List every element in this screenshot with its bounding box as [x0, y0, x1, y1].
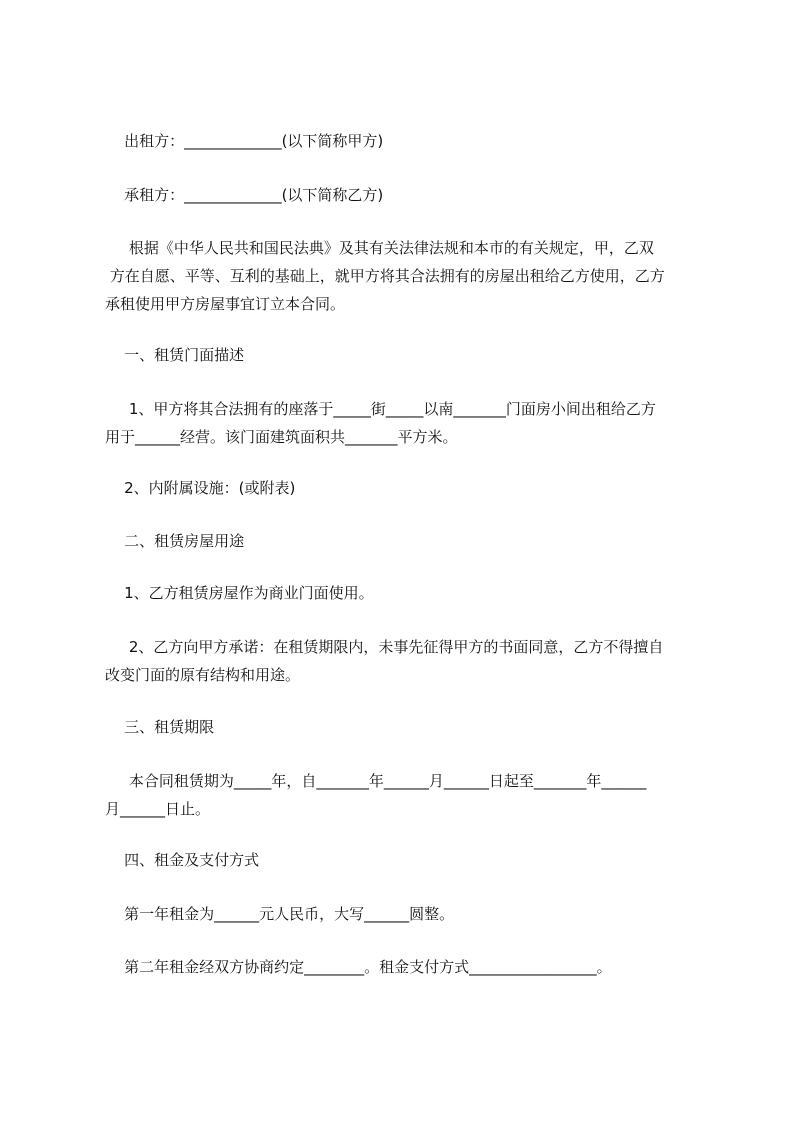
section-3-text-line-2: 月______日止。 [105, 800, 211, 818]
section-2-item-1: 1、乙方租赁房屋作为商业门面使用。 [105, 584, 374, 602]
section-4-title: 四、租金及支付方式 [105, 851, 260, 869]
section-1-item-1-line-2: 用于______经营。该门面建筑面积共_______平方米。 [105, 428, 458, 446]
section-3-text-line-1: 本合同租赁期为_____年，自_______年______月______日起至_______年______ [105, 772, 647, 790]
preamble-paragraph [105, 234, 705, 318]
section-4-item-2: 第二年租金经双方协商约定________。租金支付方式_________________。 [105, 958, 612, 976]
section-3-text [105, 767, 705, 823]
section-2-item-2-line-2: 改变门面的原有结构和用途。 [105, 666, 301, 684]
section-1-title: 一、租赁门面描述 [105, 346, 245, 364]
section-3-title: 三、租赁期限 [105, 718, 215, 736]
preamble-line-3: 承租使用甲方房屋事宜订立本合同。 [105, 295, 346, 313]
lessor-line: 出租方：_____________(以下简称甲方) [105, 132, 384, 150]
section-1-item-1-line-1: 1、甲方将其合法拥有的座落于_____街_____以南_______门面房小间出租给乙方 [105, 400, 656, 418]
section-2-item-2-line-1: 2、乙方向甲方承诺：在租赁期限内，未事先征得甲方的书面同意，乙方不得擅自 [105, 638, 664, 656]
section-2-title: 二、租赁房屋用途 [105, 532, 245, 550]
section-4-item-1: 第一年租金为______元人民币，大写______圆整。 [105, 905, 455, 923]
lessee-line: 承租方：_____________(以下简称乙方) [105, 186, 384, 204]
section-1-item-2: 2、内附属设施：(或附表) [105, 479, 296, 497]
preamble-line-1: 根据《中华人民共和国民法典》及其有关法律法规和本市的有关规定，甲，乙双 [105, 239, 654, 257]
preamble-line-2: 方在自愿、平等、互利的基础上，就甲方将其合法拥有的房屋出租给乙方使用，乙方 [105, 267, 665, 285]
section-2-item-2 [105, 633, 705, 689]
section-1-item-1 [105, 395, 705, 451]
